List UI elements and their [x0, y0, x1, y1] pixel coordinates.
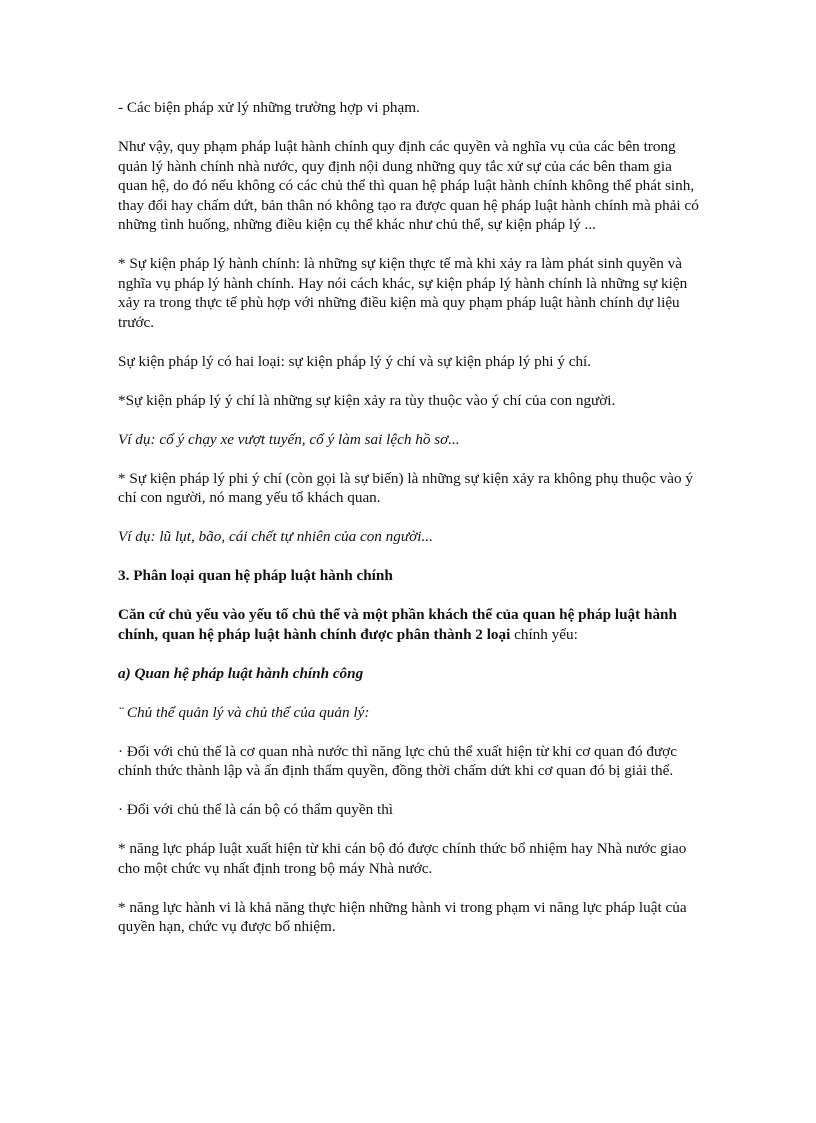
paragraph-behavioral-capacity: * năng lực hành vi là khả năng thực hiện những hành vi trong phạm vi năng lực pháp luật của quyền hạn, chức vụ được bổ nhiệm. [118, 898, 687, 935]
paragraph-subjects: ¨ Chủ thể quản lý và chủ thể của quản lý: [118, 703, 370, 721]
classification-rest-text: chính yếu: [510, 625, 578, 643]
document-page [118, 98, 704, 956]
example-non-volitional: Ví dụ: lũ lụt, bão, cái chết tự nhiên của con người... [118, 528, 433, 545]
example-volitional: Ví dụ: cố ý chạy xe vượt tuyến, cố ý làm sai lệch hồ sơ... [118, 430, 460, 448]
paragraph-officials: · Đối với chủ thể là cán bộ có thẩm quyền thì [118, 801, 394, 818]
paragraph-violation-measures: - Các biện pháp xử lý những trường hợp vi phạm. [118, 99, 420, 116]
paragraph-volitional-event: *Sự kiện pháp lý ý chí là những sự kiện xảy ra tùy thuộc vào ý chí của con người. [118, 391, 616, 409]
paragraph-classification [118, 605, 704, 644]
classification-bold-text: Căn cứ chủ yếu vào yếu tố chủ thể và một phần khách thể của quan hệ pháp luật hành chính, quan hệ pháp luật hành chính được phân thành 2 loại [118, 606, 677, 643]
section-heading-3: 3. Phân loại quan hệ pháp luật hành chính [118, 567, 393, 584]
paragraph-legal-capacity: * năng lực pháp luật xuất hiện từ khi cán bộ đó được chính thức bổ nhiệm hay Nhà nước giao cho một chức vụ nhất định trong bộ máy Nhà nước. [118, 840, 687, 877]
paragraph-legal-norms: Như vậy, quy phạm pháp luật hành chính quy định các quyền và nghĩa vụ của các bên trong quản lý hành chính nhà nước, quy định nội dung những quy tắc xử sự của các bên tham gia quan hệ, do đó nếu không có các chủ thể thì quan hệ pháp luật hành chính không thể phát sinh, thay đổi hay chấm dứt, bản thân nó không tạo ra được quan hệ pháp luật hành chính mà phải có những tình huống, những điều kiện cụ thể khác như chủ thể, sự kiện pháp lý ... [118, 138, 699, 233]
paragraph-state-agency: · Đối với chủ thể là cơ quan nhà nước thì năng lực chủ thể xuất hiện từ khi cơ quan đó được chính thức thành lập và ấn định thẩm quyền, đồng thời chấm dứt khi cơ quan đó bị giải thể. [118, 742, 677, 779]
paragraph-event-types: Sự kiện pháp lý có hai loại: sự kiện pháp lý ý chí và sự kiện pháp lý phi ý chí. [118, 352, 592, 370]
paragraph-legal-event: * Sự kiện pháp lý hành chính: là những sự kiện thực tế mà khi xảy ra làm phát sinh quyền và nghĩa vụ pháp lý hành chính. Hay nói cách khác, sự kiện pháp lý hành chính là những sự kiện xảy ra trong thực tế phù hợp với những điều kiện mà quy phạm pháp luật hành chính dự liệu trước. [118, 255, 688, 331]
subheading-a: a) Quan hệ pháp luật hành chính công [118, 664, 364, 682]
paragraph-non-volitional-event: * Sự kiện pháp lý phi ý chí (còn gọi là sự biến) là những sự kiện xảy ra không phụ thuộc vào ý chí con người, nó mang yếu tố khách quan. [118, 469, 693, 506]
